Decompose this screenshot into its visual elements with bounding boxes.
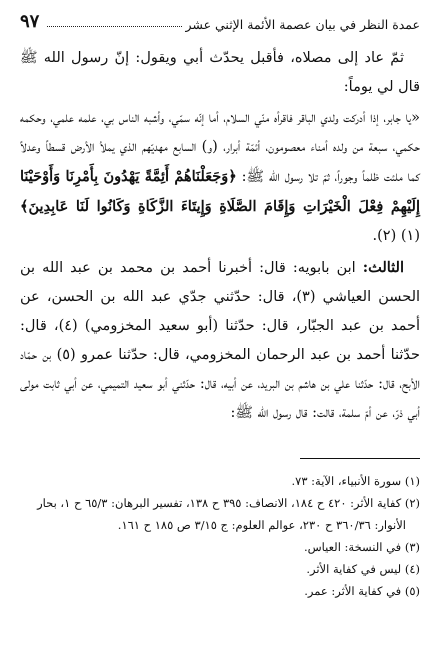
header-title: عمدة النظر في بيان عصمة الأئمة الإثني عشر xyxy=(185,17,420,32)
quran-verse: ﴿وَجَعَلْنَاهُمْ أَئِمَّةً يَهْدُونَ بِأَمْرِنَا وَأَوْحَيْنَا إِلَيْهِمْ فِعْلَ الْخَيْرَاتِ وَإِقَامَ الصَّلَاةِ وَإِيتَاءَ الزَّكَاةِ وَكَانُوا لَنَا عَابِدِينَ﴾ xyxy=(20,168,420,215)
footnotes xyxy=(20,470,420,602)
page-number: ٩٧ xyxy=(20,11,40,32)
footnote-3: (٣) في النسخة: العياس. xyxy=(303,540,420,554)
running-header xyxy=(20,6,420,32)
header-leader-dots xyxy=(47,26,181,27)
footnote-refs: (١) (٢). xyxy=(372,228,420,244)
paragraph-1: ثمّ عاد إلى مصلاه، فأقبل يحدّث أبي ويقول: إنّ رسول الله ﷺ قال لي يوماً: xyxy=(20,50,420,95)
isnad-text: ابن بابويه: قال: أخبرنا أحمد بن محمد بن عبد الله بن الحسن العياشي (٣)، قال: حدّثني جدّي عبد الله بن الحسن، عن أحمد بن عبد الجبّار، قال: حدّثنا (أبو سعيد المخزومي) (٤)، قال: حدّثنا أحمد بن عبد الرحمان المخزومي، قال: حدّثنا عمرو (٥) بن حمّاد الأبح، قال: حدّثنا علي بن هاشم بن البريد، عن أبيه، قال: حدّثني أبو سعيد التميمي، عن أبي ثابت مولى أبي ذرّ، عن أمّ سلمة، قالت: قال رسول الله ﷺ: xyxy=(20,260,421,421)
footnote-1: (١) سورة الأنبياء، الآية: ٧٣. xyxy=(291,474,420,488)
hadith-text: «يا جابر، إذا أدركت ولدي الباقر فاقرأه منّي السلام، أما إنّه سمّي، وأشبه الناس بي، علمه علمي، وحكمه حكمي، سبعة من ولده أمناء معصومون، أئمّة أبرار، (و) السابع مهديّهم الذي يملأ الأرض قسطاً وعدلاً كما ملئت ظلماً وجوراً، ثمّ تلا رسول الله ﷺ: xyxy=(20,110,420,185)
footnote-separator xyxy=(300,458,420,459)
paragraph-2 xyxy=(20,104,420,251)
main-text xyxy=(20,44,420,430)
footnote-2: (٢) كفاية الأثر: ٤٢٠ ح ١٨٤، الانصاف: ٣٩٥ ح ١٣٨، تفسير البرهان: ٦٥/٣ ح ١، بحار xyxy=(37,496,420,510)
section-lead: الثالث: xyxy=(362,259,404,276)
footnote-4: (٤) ليس في كفاية الأثر. xyxy=(306,562,420,576)
paragraph-3 xyxy=(20,253,420,428)
footnote-5: (٥) في كفاية الأثر: عمر. xyxy=(304,584,420,598)
footnote-2-continued: الأنوار: ٣٦٠/٣٦ ح ٢٣٠، عوالم العلوم: ج ٣/١٥ ص ١٨٥ ح ١٦١. xyxy=(117,518,406,532)
